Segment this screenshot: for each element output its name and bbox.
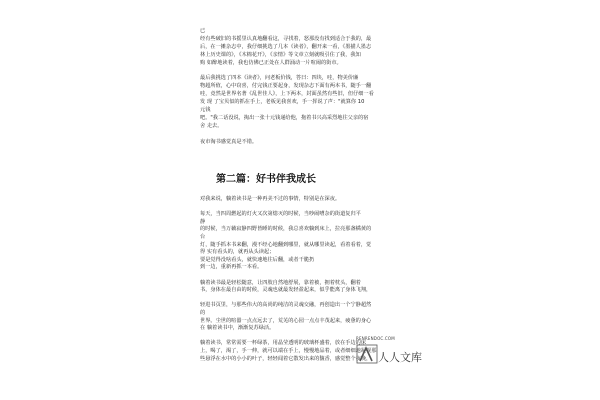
text-line: 些悬浮在水中的小小的叶子，轻轻闻着它散发出来的馥香，感觉整个夜晚， xyxy=(200,355,372,362)
section-two-heading: 第二篇：好书伴我成长 xyxy=(216,174,316,185)
watermark-url: RENRENDOC.COM xyxy=(356,336,395,341)
text-line: 静 xyxy=(200,218,206,225)
text-line: 元钱 xyxy=(200,107,211,113)
text-line: 的 xyxy=(200,310,206,316)
text-line: 世界。尘世的喧嚣一点点远去了，荒芜的心园一点点丰茂起来，疲惫的身心 xyxy=(200,317,372,324)
text-line: 经有些破旧的书摇里认真地翻看这，寻找着，怒那没有找到适合于我的，最 xyxy=(200,35,372,42)
logo-person-icon xyxy=(360,348,372,361)
text-line: 到一边，重新再抓一本看。 xyxy=(200,264,263,271)
text-line: 台 xyxy=(200,234,206,240)
text-line: 要是觉得没啥看头，就快速地往后翻，或者干脆扔 xyxy=(200,256,315,263)
text-line: 在 躺着读书中，渐渐复苏绿活。 xyxy=(200,325,275,332)
text-line: 林上历史课的》，《木棉花开》，《亲情》等文章立刻就吸引住了我，我知 xyxy=(200,51,361,58)
text-line: 后，在一摊杂志中，我仔细挑选了几本《读者》，翻开来一看，《墨描人墨志 xyxy=(200,43,372,50)
text-line: 舍 走去。 xyxy=(200,122,223,129)
text-line: 每天，当四周燃起的灯火又次第熄灭的时候，当吵闹嘈杂的街道复归平 xyxy=(200,211,361,218)
text-line: 书，身体在最自由的时候，灵魂也就最发轻盈起来，似乎能离了身体飞翔， xyxy=(200,287,372,294)
text-line: 已 xyxy=(200,28,206,34)
text-line: 上，喝了，渴了，手一伸，就可以端在手上，慢慢地品着，或者细细地凝视那 xyxy=(200,348,377,354)
text-line: 物超所值，心中窃喜，付完钱正要起身，发现杂志下面有两本书，随手一翻 xyxy=(200,83,372,90)
text-line: 对我来说，躺着读书是一种再美不过的事情，特别是在深夜。 xyxy=(200,196,341,202)
text-line: 灯，随手抓本书来翻，漫不经心地翻到哪里，就从哪里读起，看着看着，觉 xyxy=(200,241,372,248)
text-line: 轻进书页里，与那些伟大的高尚的纯洁的灵魂交融，再创造出一个宁静超然 xyxy=(200,302,372,309)
watermark-logo xyxy=(356,341,422,371)
text-line: 的时候，当万籁寂静四野皆睡的时候，我总喜欢躺到床上，拉亮那盏橘黄的 xyxy=(200,226,372,233)
text-line: 哇，竟然是世界名著《乱世佳人》，上下两本，封面虽然有些旧，但仔细一看 xyxy=(200,91,374,98)
watermark-logo-text: 人人文库 xyxy=(378,351,422,364)
text-line: 夜市淘书感觉真是不错。 xyxy=(200,138,258,145)
text-line: 得 实有看头的，就再从头读起； xyxy=(200,249,275,256)
text-line: 购 如醉地读着，我也仿佛已正处在人群涌动一片喧闹的街市。 xyxy=(200,59,342,66)
text-line: 躺着读书，常常需要一杯绿茶，用晶莹透明的玻璃杯盛着，放在手边的床 xyxy=(200,340,367,347)
text-line: 躺着读书最是轻松随意，让四肢自然地舒展，靠着被，拥着枕头，翻着 xyxy=(200,279,361,286)
text-line: 最后我挑选了四本《读者》，问老板价钱，答曰：四块，哇，物美价廉 xyxy=(200,75,359,82)
text-line: 吧。"我二话没说，掏出一张十元钱递给他，拖着书兴高采烈地往父亲的宿 xyxy=(200,114,369,121)
text-line: 发 现 了宝贝似的抓在手上，老板见我喜欢，手一挥说了声："就算你 10 xyxy=(200,99,365,106)
